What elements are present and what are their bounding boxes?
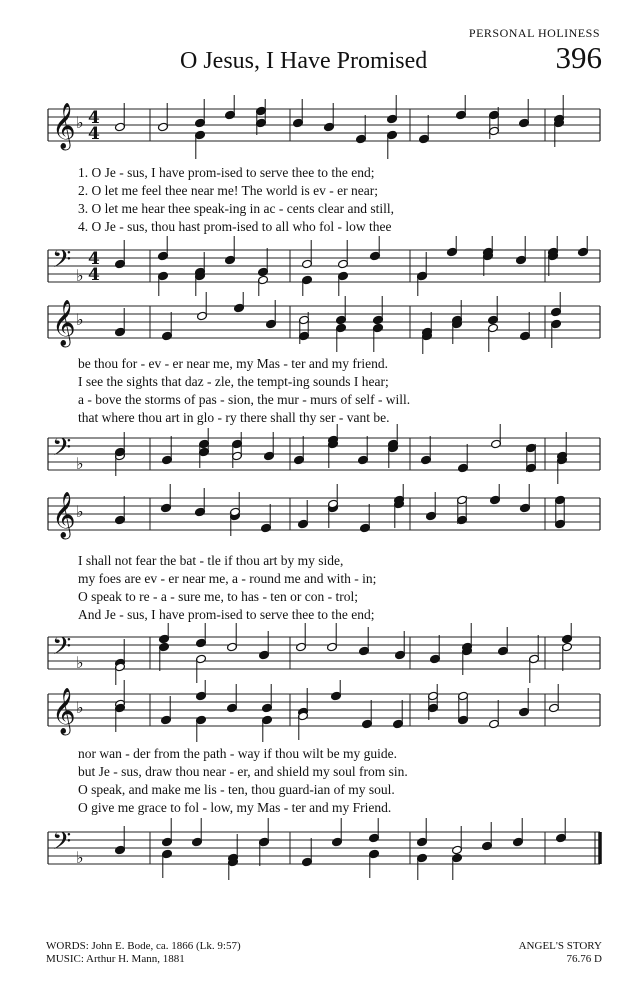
- key-flat-icon: ♭: [76, 454, 84, 473]
- treble-clef-icon: 𝄞: [52, 688, 76, 734]
- lyric-verse-2: 2. O let me feel thee near me! The world is ev - er near;: [78, 183, 378, 198]
- lyric-verse-4: And Je - sus, I have prom-ised to serve thee to the end;: [78, 607, 375, 622]
- tune-name: ANGEL'S STORY: [518, 940, 602, 952]
- bass-staff-1: [0, 236, 640, 296]
- bass-clef-icon: 𝄢: [52, 632, 72, 667]
- lyric-verse-1: 1. O Je - sus, I have prom-ised to serve thee to the end;: [78, 165, 375, 180]
- lyrics-system-1: [78, 165, 578, 237]
- lyric-verse-3: a - bove the storms of pas - sion, the mur - murs of self - will.: [78, 392, 411, 407]
- key-flat-icon: ♭: [76, 653, 84, 672]
- treble-clef-icon: 𝄞: [52, 492, 76, 538]
- bass-clef-icon: 𝄢: [52, 433, 72, 468]
- lyric-verse-2: my foes are ev - er near me, a - round me and with - in;: [78, 571, 377, 586]
- lyric-verse-3: O speak, and make me lis - ten, thou guard-ian of my soul.: [78, 782, 395, 797]
- time-signature: 4: [88, 108, 100, 128]
- time-signature: 4: [88, 124, 100, 144]
- credits: [46, 940, 241, 966]
- hymn-number: 396: [555, 40, 602, 75]
- lyrics-system-3: [78, 553, 578, 625]
- lyrics-system-4: [78, 746, 578, 818]
- bass-staff-4: [0, 818, 640, 880]
- hymn-title: O Jesus, I Have Promised: [180, 48, 428, 74]
- lyric-verse-1: be thou for - ev - er near me, my Mas - ter and my friend.: [78, 356, 389, 371]
- music-credit: MUSIC: Arthur H. Mann, 1881: [46, 953, 185, 965]
- time-signature: 4: [88, 249, 100, 269]
- key-flat-icon: ♭: [76, 310, 84, 329]
- lyric-verse-1: nor wan - der from the path - way if thou wilt be my guide.: [78, 746, 398, 761]
- lyric-verse-2: I see the sights that daz - zle, the tempt-ing sounds I hear;: [78, 374, 389, 389]
- key-flat-icon: ♭: [76, 848, 84, 867]
- time-signature: 4: [88, 265, 100, 285]
- treble-staff-4: [0, 680, 640, 742]
- treble-staff-2: [0, 292, 640, 354]
- key-flat-icon: ♭: [76, 113, 84, 132]
- words-credit: WORDS: John E. Bode, ca. 1866 (Lk. 9:57): [46, 940, 241, 952]
- treble-clef-icon: 𝄞: [52, 103, 76, 149]
- tune-info: [519, 940, 602, 966]
- lyric-verse-2: but Je - sus, draw thou near - er, and shield my soul from sin.: [78, 764, 408, 779]
- bass-staff-2: [0, 424, 640, 486]
- lyric-verse-3: 3. O let me hear thee speak-ing in ac - cents clear and still,: [78, 201, 394, 216]
- treble-staff-1: [0, 95, 640, 165]
- lyric-verse-1: I shall not fear the bat - tle if thou art by my side,: [78, 553, 344, 568]
- lyric-verse-4: O give me grace to fol - low, my Mas - ter and my Friend.: [78, 800, 392, 815]
- lyric-verse-4: 4. O Je - sus, thou hast prom-ised to all who fol - low thee: [78, 219, 392, 234]
- lyric-verse-4: that where thou art in glo - ry there shall thy ser - vant be.: [78, 410, 390, 425]
- bass-staff-3: [0, 623, 640, 685]
- bass-clef-icon: 𝄢: [52, 827, 72, 862]
- treble-clef-icon: 𝄞: [52, 300, 76, 346]
- meter: 76.76 D: [566, 953, 602, 965]
- lyric-verse-3: O speak to re - a - sure me, to has - ten or con - trol;: [78, 589, 359, 604]
- lyrics-system-2: [78, 356, 578, 428]
- key-flat-icon: ♭: [76, 266, 84, 285]
- bass-clef-icon: 𝄢: [52, 245, 72, 280]
- key-flat-icon: ♭: [76, 698, 84, 717]
- treble-staff-3: [0, 484, 640, 546]
- section-label: PERSONAL HOLINESS: [468, 26, 600, 40]
- key-flat-icon: ♭: [76, 502, 84, 521]
